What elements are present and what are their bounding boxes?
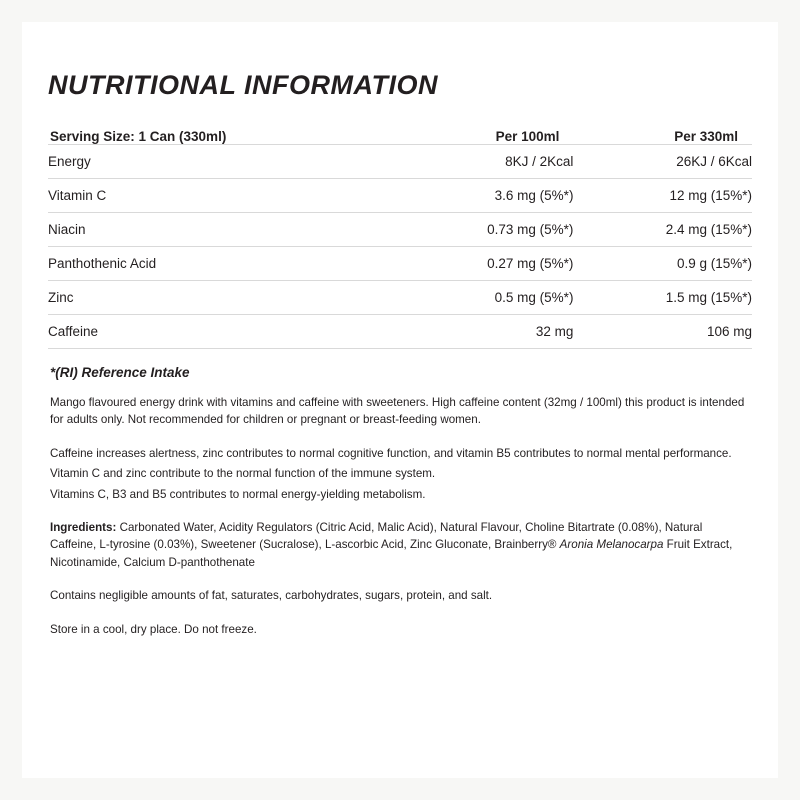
table-row xyxy=(48,281,752,315)
ingredients-text-part-2: Fruit Extract, Nicotinamide, Calcium D-panthothenate xyxy=(50,538,733,569)
health-claim-caffeine: Caffeine increases alertness, zinc contributes to normal cognitive function, and vitamin B5 contributes to normal mental performance. xyxy=(50,446,732,460)
column-header-per-100ml: Per 100ml xyxy=(495,129,560,144)
serving-size-label: Serving Size: 1 Can (330ml) xyxy=(50,129,227,144)
nutrient-per-330ml: 26KJ / 6Kcal xyxy=(573,145,752,179)
reference-intake-note: *(RI) Reference Intake xyxy=(50,365,190,380)
nutrient-per-330ml: 2.4 mg (15%*) xyxy=(573,213,752,247)
nutrient-per-100ml: 8KJ / 2Kcal xyxy=(385,145,574,179)
table-row xyxy=(48,179,752,213)
nutrient-per-100ml: 0.27 mg (5%*) xyxy=(385,247,574,281)
nutrient-per-330ml: 0.9 g (15%*) xyxy=(573,247,752,281)
nutrient-label: Niacin xyxy=(48,213,385,247)
ingredients-text-part-1: Carbonated Water, Acidity Regulators (Citric Acid, Malic Acid), Natural Flavour, Choline Bitartrate (0.08%), Natural Caffeine, L-tyrosine (0.03%), Sweetener (Sucralose), L-ascorbic Acid, Zinc Gluconate, Brainberry® xyxy=(50,520,703,552)
nutrient-label: Vitamin C xyxy=(48,179,385,213)
table-row xyxy=(48,315,752,349)
table-row xyxy=(48,247,752,281)
negligible-amounts-text: Contains negligible amounts of fat, saturates, carbohydrates, sugars, protein, and salt. xyxy=(50,589,493,603)
nutrient-label: Zinc xyxy=(48,281,385,315)
nutrient-label: Caffeine xyxy=(48,315,385,349)
page-title: NUTRITIONAL INFORMATION xyxy=(48,70,438,100)
nutrient-per-330ml: 106 mg xyxy=(573,315,752,349)
ingredients-label: Ingredients: xyxy=(50,520,117,534)
content-area xyxy=(48,70,752,638)
nutrient-per-330ml: 1.5 mg (15%*) xyxy=(573,281,752,315)
nutrient-label: Energy xyxy=(48,145,385,179)
table-row xyxy=(48,145,752,179)
label-sheet xyxy=(22,22,778,778)
table-header-row xyxy=(48,129,752,145)
nutrient-per-100ml: 3.6 mg (5%*) xyxy=(385,179,574,213)
product-warning-text: Mango flavoured energy drink with vitamins and caffeine with sweeteners. High caffeine content (32mg / 100ml) this product is intended for adults only. Not recommended for children or pregnant or breast-feeding women. xyxy=(50,396,745,427)
storage-instructions-text: Store in a cool, dry place. Do not freeze. xyxy=(50,622,257,636)
table-row xyxy=(48,213,752,247)
ingredients-botanical-name: Aronia Melanocarpa xyxy=(559,538,664,552)
health-claim-immune: Vitamin C and zinc contribute to the normal function of the immune system. xyxy=(50,467,436,481)
health-claim-metabolism: Vitamins C, B3 and B5 contributes to normal energy-yielding metabolism. xyxy=(50,487,426,501)
nutrition-table xyxy=(48,129,752,349)
nutrient-per-100ml: 32 mg xyxy=(385,315,574,349)
column-header-per-330ml: Per 330ml xyxy=(674,129,738,144)
nutrient-per-100ml: 0.5 mg (5%*) xyxy=(385,281,574,315)
nutrition-table-body xyxy=(48,145,752,349)
nutrient-per-100ml: 0.73 mg (5%*) xyxy=(385,213,574,247)
nutrient-label: Panthothenic Acid xyxy=(48,247,385,281)
nutrient-per-330ml: 12 mg (15%*) xyxy=(573,179,752,213)
ingredients-paragraph xyxy=(48,519,750,571)
